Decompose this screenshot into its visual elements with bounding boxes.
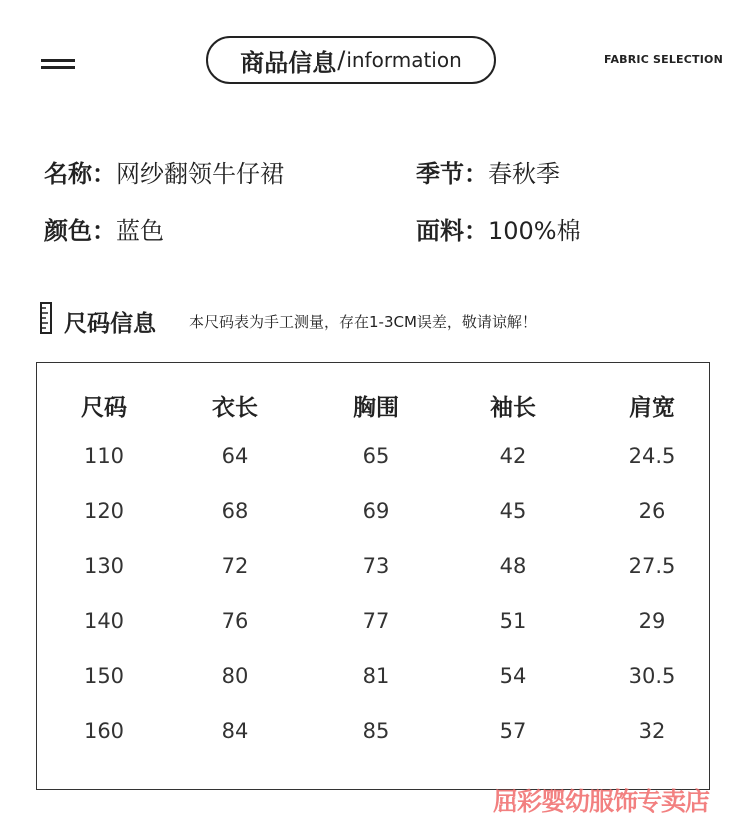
color-value: 蓝色 — [116, 217, 164, 245]
table-cell: 130 — [83, 554, 125, 578]
table-cell: 80 — [221, 664, 249, 688]
size-measure-note: 本尺码表为手工测量，存在1-3CM误差，敬请谅解！ — [189, 313, 537, 331]
table-cell: 32 — [638, 719, 666, 743]
color-label: 颜色： — [44, 217, 116, 245]
product-name-label: 名称： — [44, 160, 116, 188]
table-cell: 29 — [638, 609, 666, 633]
table-cell: 81 — [362, 664, 390, 688]
table-cell: 42 — [499, 444, 527, 468]
table-cell: 68 — [221, 499, 249, 523]
season-value: 春秋季 — [488, 160, 560, 188]
table-cell: 85 — [362, 719, 390, 743]
title-en: information — [346, 48, 462, 72]
fabric-label: 面料： — [416, 217, 488, 245]
table-header-cell: 衣长 — [212, 395, 258, 421]
color-row — [44, 211, 164, 246]
table-cell: 76 — [221, 609, 249, 633]
table-header-cell: 尺码 — [81, 395, 127, 421]
table-cell: 77 — [362, 609, 390, 633]
title-separator: / — [337, 46, 346, 74]
table-header-cell: 袖长 — [490, 395, 536, 421]
table-cell: 54 — [499, 664, 527, 688]
table-cell: 45 — [499, 499, 527, 523]
table-cell: 72 — [221, 554, 249, 578]
table-cell: 57 — [499, 719, 527, 743]
ruler-icon — [40, 302, 52, 334]
season-row — [416, 154, 560, 189]
table-cell: 160 — [83, 719, 125, 743]
table-cell: 26 — [638, 499, 666, 523]
size-table — [36, 362, 710, 790]
table-cell: 65 — [362, 444, 390, 468]
fabric-row — [416, 211, 581, 246]
table-cell: 120 — [83, 499, 125, 523]
table-cell: 69 — [362, 499, 390, 523]
table-cell: 150 — [83, 664, 125, 688]
table-cell: 27.5 — [628, 554, 676, 578]
product-name-value: 网纱翻领牛仔裙 — [116, 160, 284, 188]
table-cell: 84 — [221, 719, 249, 743]
table-cell: 64 — [221, 444, 249, 468]
season-label: 季节： — [416, 160, 488, 188]
menu-lines-icon — [41, 59, 75, 71]
fabric-value: 100%棉 — [488, 217, 581, 245]
product-name-row — [44, 154, 284, 189]
table-cell: 110 — [83, 444, 125, 468]
table-header-cell: 胸围 — [353, 395, 399, 421]
table-cell: 48 — [499, 554, 527, 578]
fabric-selection-label: FABRIC SELECTION — [604, 53, 724, 66]
section-title-pill — [206, 36, 496, 84]
table-cell: 73 — [362, 554, 390, 578]
table-header-cell: 肩宽 — [629, 395, 675, 421]
size-info-heading: 尺码信息 — [64, 311, 156, 337]
table-cell: 24.5 — [628, 444, 676, 468]
table-cell: 51 — [499, 609, 527, 633]
table-cell: 140 — [83, 609, 125, 633]
store-watermark: 屈彩婴幼服饰专卖店 — [493, 787, 710, 816]
table-cell: 30.5 — [628, 664, 676, 688]
title-cn: 商品信息 — [240, 48, 337, 77]
